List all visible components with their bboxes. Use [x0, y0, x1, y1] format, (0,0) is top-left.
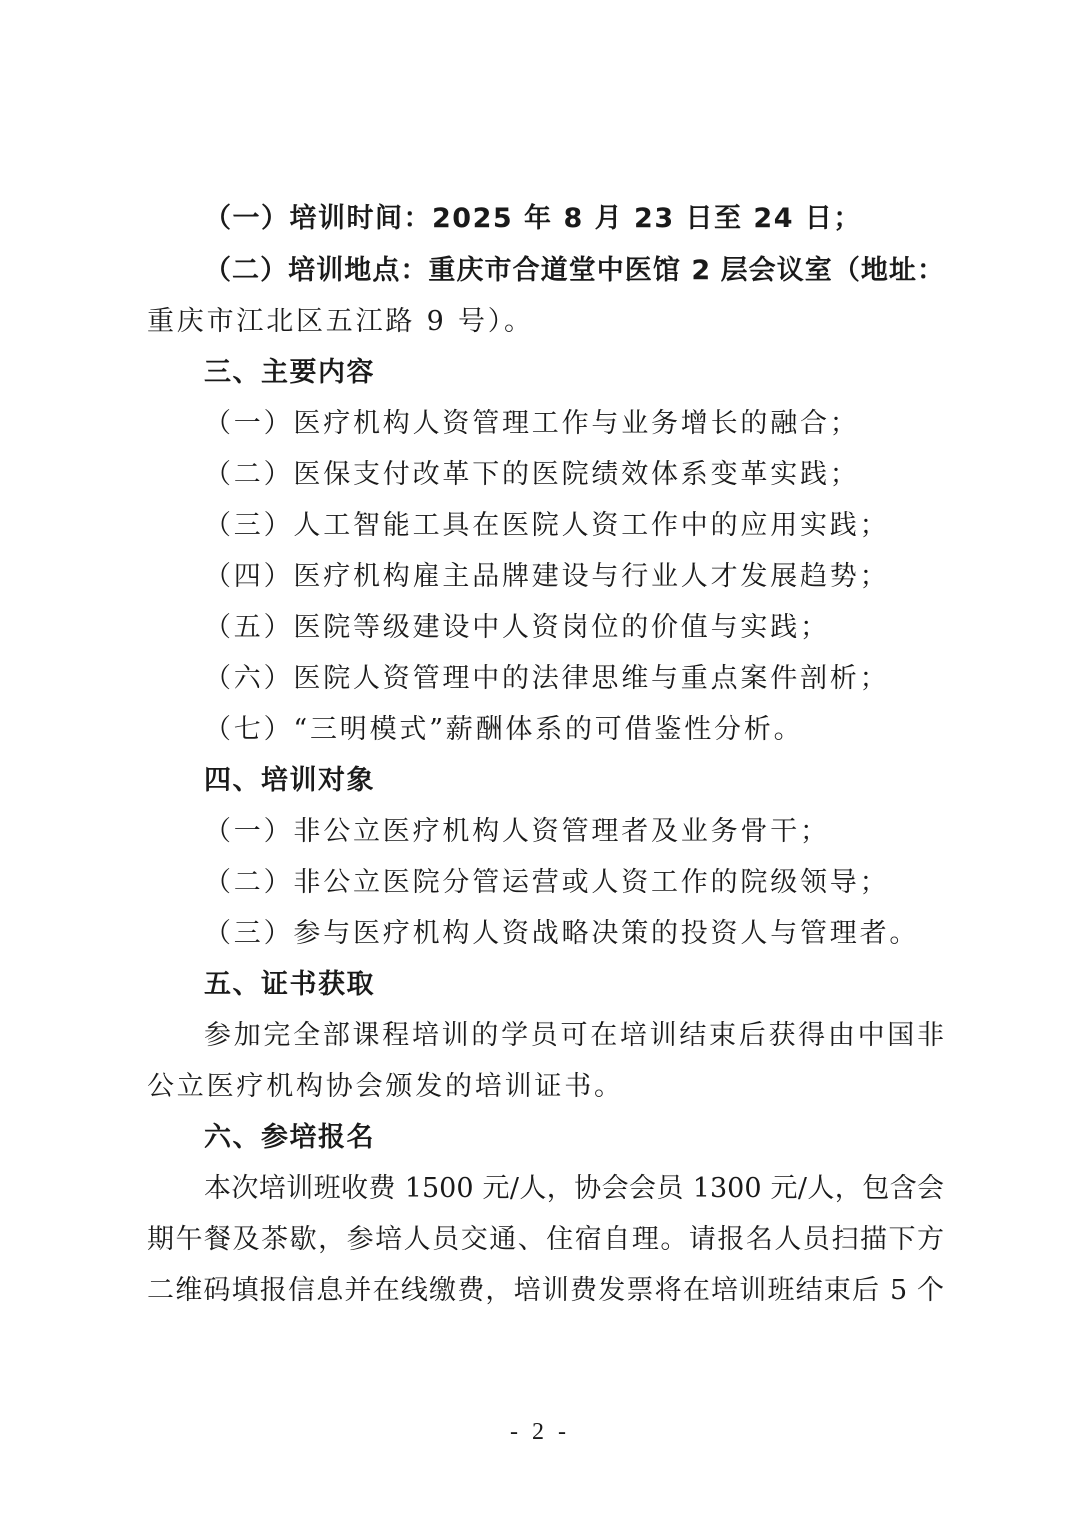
- page-number: - 2 -: [510, 1419, 570, 1445]
- content-item-3: （三）人工智能工具在医院人资工作中的应用实践；: [204, 510, 890, 541]
- section-heading-certificate: 五、证书获取: [204, 969, 375, 1000]
- training-place-line1: （二）培训地点：重庆市合道堂中医馆 2 层会议室（地址：: [204, 255, 944, 286]
- certificate-text-line2: 公立医疗机构协会颁发的培训证书。: [147, 1071, 624, 1102]
- registration-text-line1: 本次培训班收费 1500 元/人，协会会员 1300 元/人，包含会: [204, 1173, 944, 1204]
- certificate-text-line1: 参加完全部课程培训的学员可在培训结束后获得由中国非: [204, 1020, 944, 1051]
- section-heading-registration: 六、参培报名: [204, 1122, 375, 1153]
- training-time: （一）培训时间：2025 年 8 月 23 日至 24 日；: [204, 203, 862, 234]
- section-heading-audience: 四、培训对象: [204, 765, 375, 796]
- registration-text-line3: 二维码填报信息并在线缴费，培训费发票将在培训班结束后 5 个: [147, 1275, 944, 1306]
- audience-item-2: （二）非公立医院分管运营或人资工作的院级领导；: [204, 867, 890, 898]
- registration-text-line2: 期午餐及茶歇，参培人员交通、住宿自理。请报名人员扫描下方: [147, 1224, 944, 1255]
- content-item-2: （二）医保支付改革下的医院绩效体系变革实践；: [204, 459, 860, 490]
- content-item-1: （一）医疗机构人资管理工作与业务增长的融合；: [204, 408, 860, 439]
- section-heading-content: 三、主要内容: [204, 357, 375, 388]
- audience-item-3: （三）参与医疗机构人资战略决策的投资人与管理者。: [204, 918, 920, 949]
- training-place-line2: 重庆市江北区五江路 9 号）。: [147, 306, 534, 337]
- audience-item-1: （一）非公立医疗机构人资管理者及业务骨干；: [204, 816, 830, 847]
- content-item-7: （七）“三明模式”薪酬体系的可借鉴性分析。: [204, 714, 804, 745]
- content-item-5: （五）医院等级建设中人资岗位的价值与实践；: [204, 612, 830, 643]
- content-item-6: （六）医院人资管理中的法律思维与重点案件剖析；: [204, 663, 890, 694]
- content-item-4: （四）医疗机构雇主品牌建设与行业人才发展趋势；: [204, 561, 890, 592]
